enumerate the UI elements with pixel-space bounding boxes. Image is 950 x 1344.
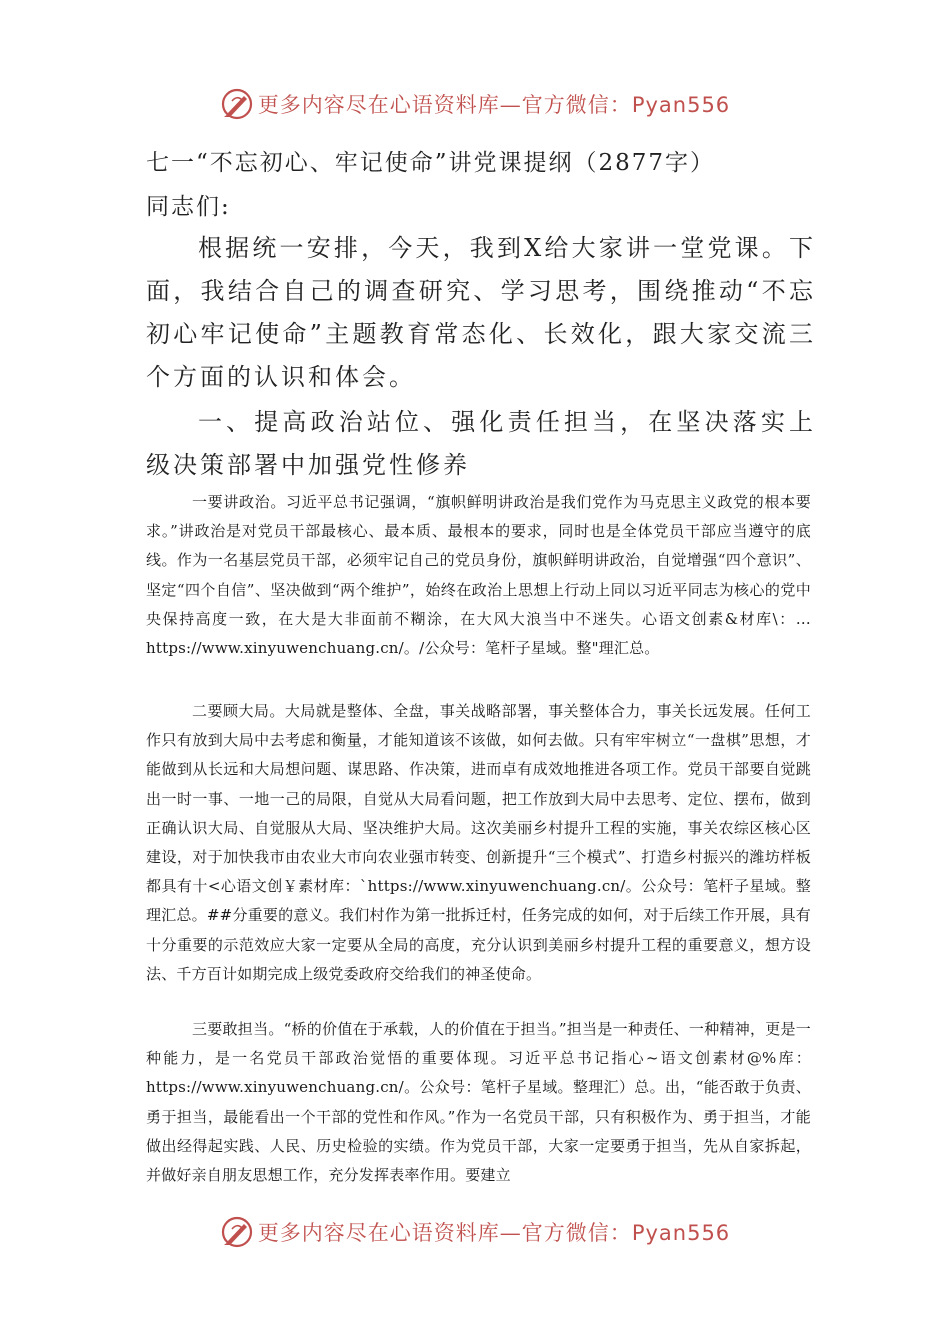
paragraph-3: 三要敢担当。“桥的价值在于承载，人的价值在于担当。”担当是一种责任、一种精神，更是一种能力，是一名党员干部政治觉悟的重要体现。习近平总书记指心~语文创素材@%库：https://www.xinyuwenchuang.cn/。公众号：笔杆子星域。整理汇）总。出，“能否敢于负责、勇于担当，最能看出一个干部的党性和作风。”作为一名党员干部，只有积极作为、勇于担当，才能做出经得起实践、人民、历史检验的实绩。作为党员干部，大家一定要勇于担当，先从自家拆起，并做好亲自朋友思想工作，充分发挥表率作用。要建立	[146, 1020, 811, 1185]
section-heading: 一、提高政治站位、强化责任担当，在坚决落实上级决策部署中加强党性修养	[146, 408, 816, 479]
intro-paragraph: 根据统一安排，今天，我到X给大家讲一堂党课。下面，我结合自己的调查研究、学习思考，围绕推动“不忘初心牢记使命”主题教育常态化、长效化，跟大家交流三个方面的认识和体会。	[146, 234, 816, 391]
pen-logo-icon	[220, 87, 254, 121]
header-watermark-text: 更多内容尽在心语资料库—官方微信：Pyan556	[257, 93, 731, 117]
paragraph-1: 一要讲政治。习近平总书记强调，“旗帜鲜明讲政治是我们党作为马克思主义政党的根本要求。”讲政治是对党员干部最核心、最本质、最根本的要求，同时也是全体党员干部应当遵守的底线。作为一名基层党员干部，必须牢记自己的党员身份，旗帜鲜明讲政治，自觉增强“四个意识”、坚定“四个自信”、坚决做到“两个维护”，始终在政治上思想上行动上同以习近平同志为核心的党中央保持高度一致，在大是大非面前不糊涂，在大风大浪当中不迷失。心语文创素&材库\：…https://www.xinyuwenchuang.cn/。/公众号：笔杆子星域。整"理汇总。	[146, 493, 811, 658]
document-title: 七一“不忘初心、牢记使命”讲党课提纲（2877字）	[146, 150, 716, 176]
pen-logo-icon	[220, 1215, 254, 1249]
header-watermark-banner	[0, 84, 950, 124]
paragraph-2: 二要顾大局。大局就是整体、全盘，事关战略部署，事关整体合力，事关长远发展。任何工作只有放到大局中去考虑和衡量，才能知道该不该做，如何去做。只有牢牢树立“一盘棋”思想，才能做到从长远和大局想问题、谋思路、作决策，进而卓有成效地推进各项工作。党员干部要自觉跳出一时一事、一地一己的局限，自觉从大局看问题，把工作放到大局中去思考、定位、摆布，做到正确认识大局、自觉服从大局、坚决维护大局。这次美丽乡村提升工程的实施，事关农综区核心区建设，对于加快我市由农业大市向农业强市转变、创新提升“三个模式”、打造乡村振兴的潍坊样板都具有十<心语文创￥素材库：`https://www.xinyuwenchuang.cn/。公众号：笔杆子星域。整理汇总。##分重要的意义。我们村作为第一批拆迁村，任务完成的如何，对于后续工作开展，具有十分重要的示范效应大家一定要从全局的高度，充分认识到美丽乡村提升工程的重要意义，想方设法、千方百计如期完成上级党委政府交给我们的神圣使命。	[146, 702, 811, 983]
footer-watermark-banner	[0, 1212, 950, 1252]
footer-watermark-text: 更多内容尽在心语资料库—官方微信：Pyan556	[257, 1221, 731, 1245]
greeting: 同志们:	[146, 194, 231, 220]
